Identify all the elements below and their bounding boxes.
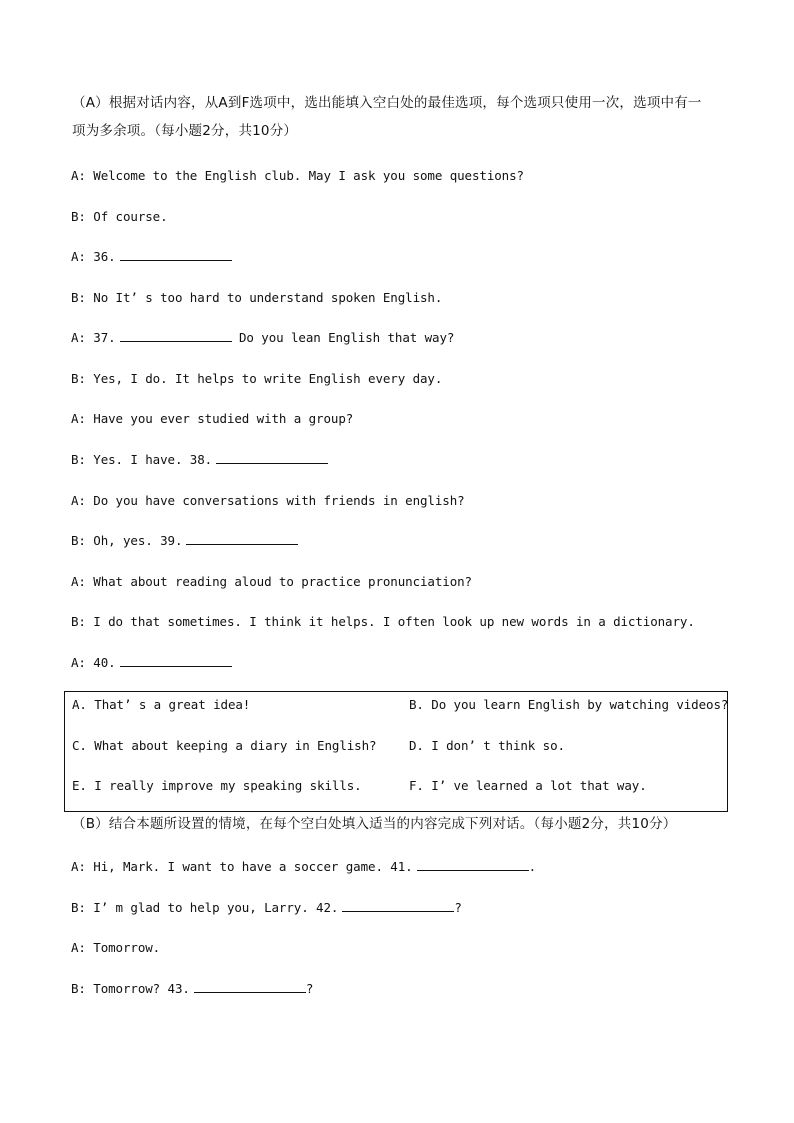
answer-blank-41[interactable]	[417, 859, 529, 871]
options-box	[64, 691, 728, 812]
dialogue-line: B: Yes, I do. It helps to write English every day.	[71, 371, 443, 386]
part-a-instruction-line2: 项为多余项。（每小题2分，共10分）	[72, 123, 298, 139]
dialogue-line: B: Yes. I have. 38.	[71, 452, 328, 468]
option-e: E. I really improve my speaking skills.	[72, 778, 362, 793]
dialogue-line: A: Hi, Mark. I want to have a soccer game. 41. .	[71, 859, 537, 874]
answer-blank-42[interactable]	[342, 900, 454, 912]
option-a: A. That’ s a great idea!	[72, 697, 251, 712]
answer-blank-36[interactable]	[120, 249, 232, 261]
answer-blank-43[interactable]	[194, 981, 306, 993]
dialogue-line: B: I’ m glad to help you, Larry. 42. ?	[71, 900, 462, 915]
dialogue-line: B: Of course.	[71, 209, 168, 224]
answer-blank-37[interactable]	[120, 330, 232, 342]
dialogue-line: B: I do that sometimes. I think it helps. I often look up new words in a dictionary.	[71, 614, 695, 629]
option-f: F. I’ ve learned a lot that way.	[409, 778, 647, 793]
dialogue-line: B: Tomorrow? 43. ?	[71, 981, 314, 996]
answer-blank-39[interactable]	[186, 533, 298, 545]
dialogue-line: A: Have you ever studied with a group?	[71, 411, 354, 426]
option-c: C. What about keeping a diary in English?	[72, 738, 377, 753]
answer-blank-40[interactable]	[120, 655, 232, 667]
dialogue-line: A: Tomorrow.	[71, 940, 161, 955]
dialogue-line: B: No It’ s too hard to understand spoken English.	[71, 290, 443, 305]
dialogue-line: A: What about reading aloud to practice pronunciation?	[71, 574, 472, 589]
part-b-instruction: （B）结合本题所设置的情境，在每个空白处填入适当的内容完成下列对话。（每小题2分，共10分）	[72, 816, 677, 832]
part-a-instruction-line1: （A）根据对话内容，从A到F选项中，选出能填入空白处的最佳选项，每个选项只使用一次，选项中有一	[72, 95, 702, 111]
dialogue-line: B: Oh, yes. 39.	[71, 533, 298, 549]
dialogue-line: A: 40.	[71, 655, 232, 671]
dialogue-line: A: Welcome to the English club. May I ask you some questions?	[71, 168, 524, 183]
option-b: B. Do you learn English by watching videos?	[409, 697, 729, 712]
dialogue-line: A: 37. Do you lean English that way?	[71, 330, 455, 345]
option-d: D. I don’ t think so.	[409, 738, 565, 753]
answer-blank-38[interactable]	[216, 452, 328, 464]
dialogue-line: A: 36.	[71, 249, 232, 265]
dialogue-line: A: Do you have conversations with friends in english?	[71, 493, 465, 508]
